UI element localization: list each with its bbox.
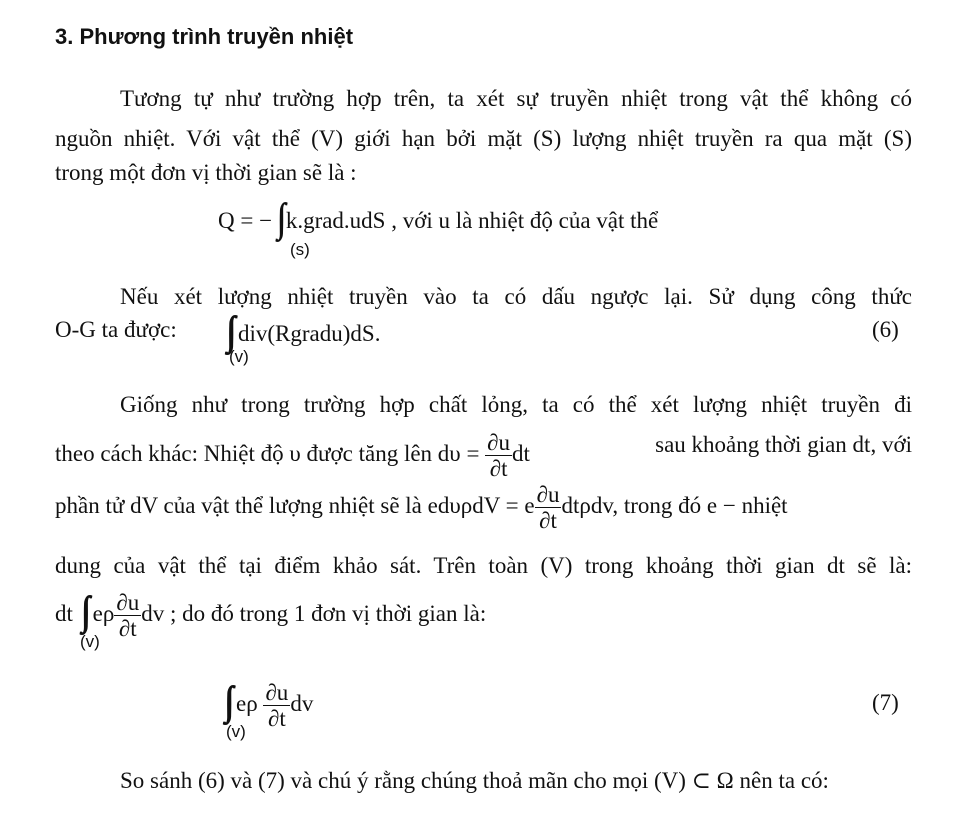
fraction-denominator: ∂t <box>267 706 286 731</box>
eq7-rho: eρ <box>236 690 258 716</box>
eq6-subscript: (v) <box>229 347 249 366</box>
fraction-denominator: ∂t <box>118 616 137 641</box>
partial-derivative-fraction <box>535 482 562 533</box>
partial-derivative-fraction <box>114 590 141 641</box>
fraction-numerator: ∂u <box>116 590 140 615</box>
para3-line5-c: ; do đó trong 1 đơn vị thời gian là: <box>169 600 487 626</box>
fraction-numerator: ∂u <box>487 430 511 455</box>
eq-q-subscript: (s) <box>290 240 310 259</box>
para3-line1: Giống như trong trường hợp chất lỏng, ta có thể xét lượng nhiệt truyền đi <box>120 392 912 417</box>
partial-derivative-fraction <box>485 430 512 481</box>
para3-line3-a: phần tử dV của vật thể lượng nhiệt sẽ là edυρdV = e <box>55 492 535 518</box>
fraction-denominator: ∂t <box>539 508 557 533</box>
para4: So sánh (6) và (7) và chú ý rằng chúng thoả mãn cho mọi (V) ⊂ Ω nên ta có: <box>120 768 829 793</box>
para3-line2-b: dt <box>512 440 530 466</box>
equation-number-7: (7) <box>872 690 899 715</box>
fraction-numerator: ∂u <box>265 680 289 705</box>
eq-q-integrand: k.grad.udS <box>285 208 386 233</box>
para3-line2-a: theo cách khác: Nhiệt độ υ được tăng lên dυ = <box>55 440 480 466</box>
para1-line1: Tương tự như trường hợp trên, ta xét sự truyền nhiệt trong vật thể không có <box>120 86 912 111</box>
para1-line2: nguồn nhiệt. Với vật thể (V) giới hạn bởi mặt (S) lượng nhiệt truyền ra qua mặt (S) <box>55 126 912 151</box>
equation-number-6: (6) <box>872 317 899 342</box>
partial-derivative-fraction <box>263 680 290 731</box>
para2-line1: Nếu xét lượng nhiệt truyền vào ta có dấu ngược lại. Sử dụng công thức <box>120 284 912 309</box>
fraction-numerator: ∂u <box>536 482 560 507</box>
para3-line2 <box>55 430 530 481</box>
eq-q-lhs: Q = − <box>218 208 273 233</box>
eq7-tail: dv <box>290 690 314 716</box>
para3-line4: dung của vật thể tại điểm khảo sát. Trên toàn (V) trong khoảng thời gian dt sẽ là: <box>55 553 912 578</box>
para1-line3: trong một đơn vị thời gian sẽ là : <box>55 160 357 185</box>
eq7-subscript: (v) <box>226 722 246 741</box>
para3-line3-b: dtρdv, trong đó e − nhiệt <box>561 492 788 518</box>
fraction-denominator: ∂t <box>489 456 508 481</box>
para3-line3 <box>55 482 788 533</box>
equation-6 <box>228 317 380 347</box>
para3-line5-a: dt <box>55 600 73 626</box>
eq6-integrand: div(Rgradu)dS. <box>238 321 381 346</box>
equation-q <box>218 204 658 234</box>
para3-line5-rho: eρ <box>92 600 115 626</box>
eq-q-note: , với u là nhiệt độ của vật thể <box>391 208 659 233</box>
para3-line5-subscript: (v) <box>80 632 100 651</box>
para3-line5 <box>55 590 486 641</box>
para3-line5-b: dv <box>141 600 165 626</box>
para3-line2-c: sau khoảng thời gian dt, với <box>655 432 912 457</box>
section-heading: 3. Phương trình truyền nhiệt <box>55 24 354 49</box>
para2-line2-lead: O-G ta được: <box>55 317 177 342</box>
